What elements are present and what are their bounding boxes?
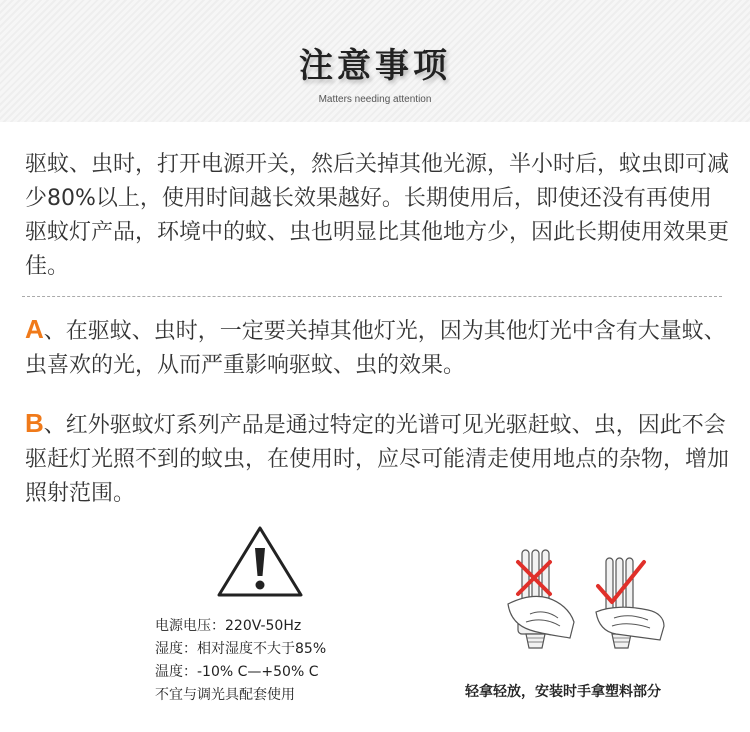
note-a-text: 、在驱蚊、虫时，一定要关掉其他灯光，因为其他灯光中含有大量蚊、虫喜欢的光，从而严重影响驱蚊、虫的效果。 (25, 319, 726, 378)
page-header (0, 0, 750, 122)
spec-voltage: 电源电压：220V-50Hz (155, 618, 302, 634)
note-b-text: 、红外驱蚊灯系列产品是通过特定的光谱可见光驱赶蚊、虫，因此不会驱赶灯光照不到的蚊虫，在使用时，应尽可能清走使用地点的杂物，增加照射范围。 (25, 413, 730, 506)
warning-triangle-icon (215, 524, 305, 599)
wrong-bulb-handling-illustration (500, 548, 580, 668)
spec-dimmer: 不宜与调光具配套使用 (155, 687, 295, 703)
note-b-letter: B (25, 408, 44, 438)
page-title: 注意事项 (299, 46, 451, 86)
intro-paragraph: 驱蚊、虫时，打开电源开关，然后关掉其他光源，半小时后，蚊虫即可减少80%以上，使用时间越长效果越好。长期使用后，即使还没有再使用驱蚊灯产品，环境中的蚊、虫也明显比其他地方少，因此长期使用效果更佳。 (25, 152, 730, 279)
spec-humidity: 湿度：相对湿度不大于85% (155, 641, 327, 657)
spec-list (155, 615, 455, 707)
right-bulb-handling-illustration (590, 548, 670, 668)
spec-temperature: 温度：-10% C—+50% C (155, 664, 319, 680)
note-a (25, 312, 730, 383)
dashed-divider (22, 296, 722, 297)
note-b (25, 406, 730, 511)
handling-caption: 轻拿轻放，安装时手拿塑料部分 (465, 684, 661, 700)
page-subtitle: Matters needing attention (318, 94, 432, 105)
note-a-letter: A (25, 314, 44, 344)
